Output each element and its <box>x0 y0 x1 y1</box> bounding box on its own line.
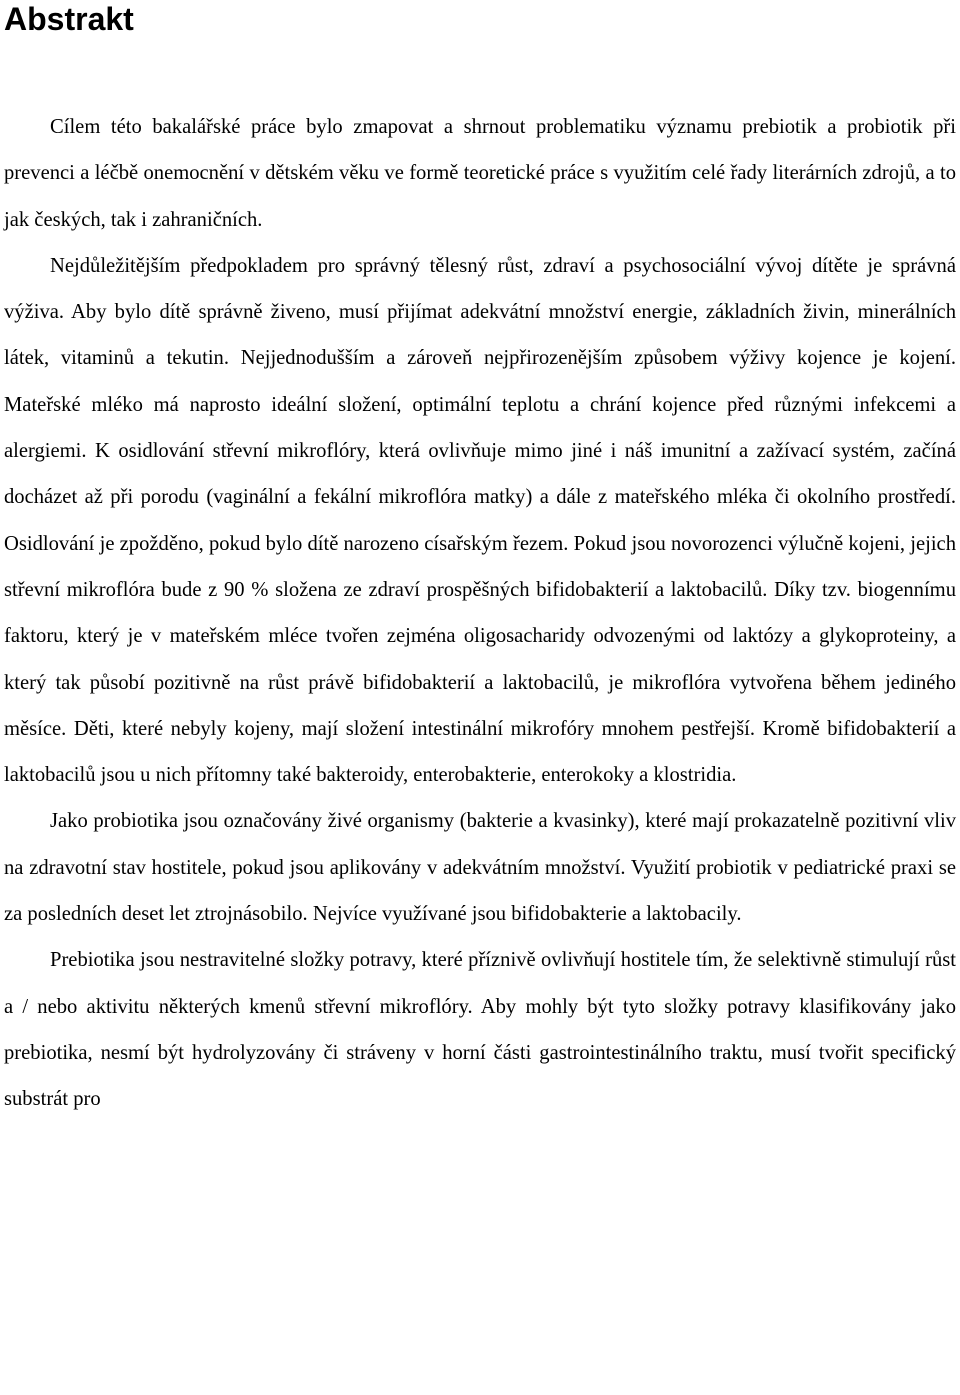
abstract-body <box>4 104 956 1123</box>
paragraph-intro: Cílem této bakalářské práce bylo zmapovat a shrnout problematiku významu prebiotik a probiotik při prevenci a léčbě onemocnění v dětském věku ve formě teoretické práce s využitím celé řady literárních zdrojů, a to jak českých, tak i zahraničních. <box>4 116 956 231</box>
paragraph-nutrition: Nejdůležitějším předpokladem pro správný tělesný růst, zdraví a psychosociální vývoj dítěte je správná výživa. Aby bylo dítě správně živeno, musí přijímat adekvátní množství energie, základních živin, minerálních látek, vitaminů a tekutin. Nejjednodušším a zároveň nejpřirozenějším způsobem výživy kojence je kojení. Mateřské mléko má naprosto ideální složení, optimální teplotu a chrání kojence před různými infekcemi a alergiemi. K osidlování střevní mikroflóry, která ovlivňuje mimo jiné i náš imunitní a zažívací systém, začíná docházet až při porodu (vaginální a fekální mikroflóra matky) a dále z mateřského mléka či okolního prostředí. Osidlování je zpožděno, pokud bylo dítě narozeno císařským řezem. Pokud jsou novorozenci výlučně kojeni, jejich střevní mikroflóra bude z 90 % složena ze zdraví prospěšných bifidobakterií a laktobacilů. Díky tzv. biogennímu faktoru, který je v mateřském mléce tvořen zejména oligosacharidy odvozenými od laktózy a glykoproteiny, a který tak působí pozitivně na růst právě bifidobakterií a laktobacilů, je mikroflóra vytvořena během jediného měsíce. Děti, které nebyly kojeny, mají složení intestinální mikrofóry mnohem pestřejší. Kromě bifidobakterií a laktobacilů jsou u nich přítomny také bakteroidy, enterobakterie, enterokoky a klostridia. <box>4 254 956 787</box>
page-title: Abstrakt <box>4 1 134 37</box>
paragraph-probiotics: Jako probiotika jsou označovány živé organismy (bakterie a kvasinky), které mají prokazatelně pozitivní vliv na zdravotní stav hostitele, pokud jsou aplikovány v adekvátním množství. Využití probiotik v pediatrické praxi se za posledních deset let ztrojnásobilo. Nejvíce využívané jsou bifidobakterie a laktobacily. <box>4 810 956 926</box>
paragraph-prebiotics: Prebiotika jsou nestravitelné složky potravy, které příznivě ovlivňují hostitele tím, že selektivně stimulují růst a / nebo aktivitu některých kmenů střevní mikroflóry. Aby mohly být tyto složky potravy klasifikovány jako prebiotika, nesmí být hydrolyzovány či stráveny v horní části gastrointestinálního traktu, musí tvořit specifický substrát pro <box>4 949 956 1111</box>
